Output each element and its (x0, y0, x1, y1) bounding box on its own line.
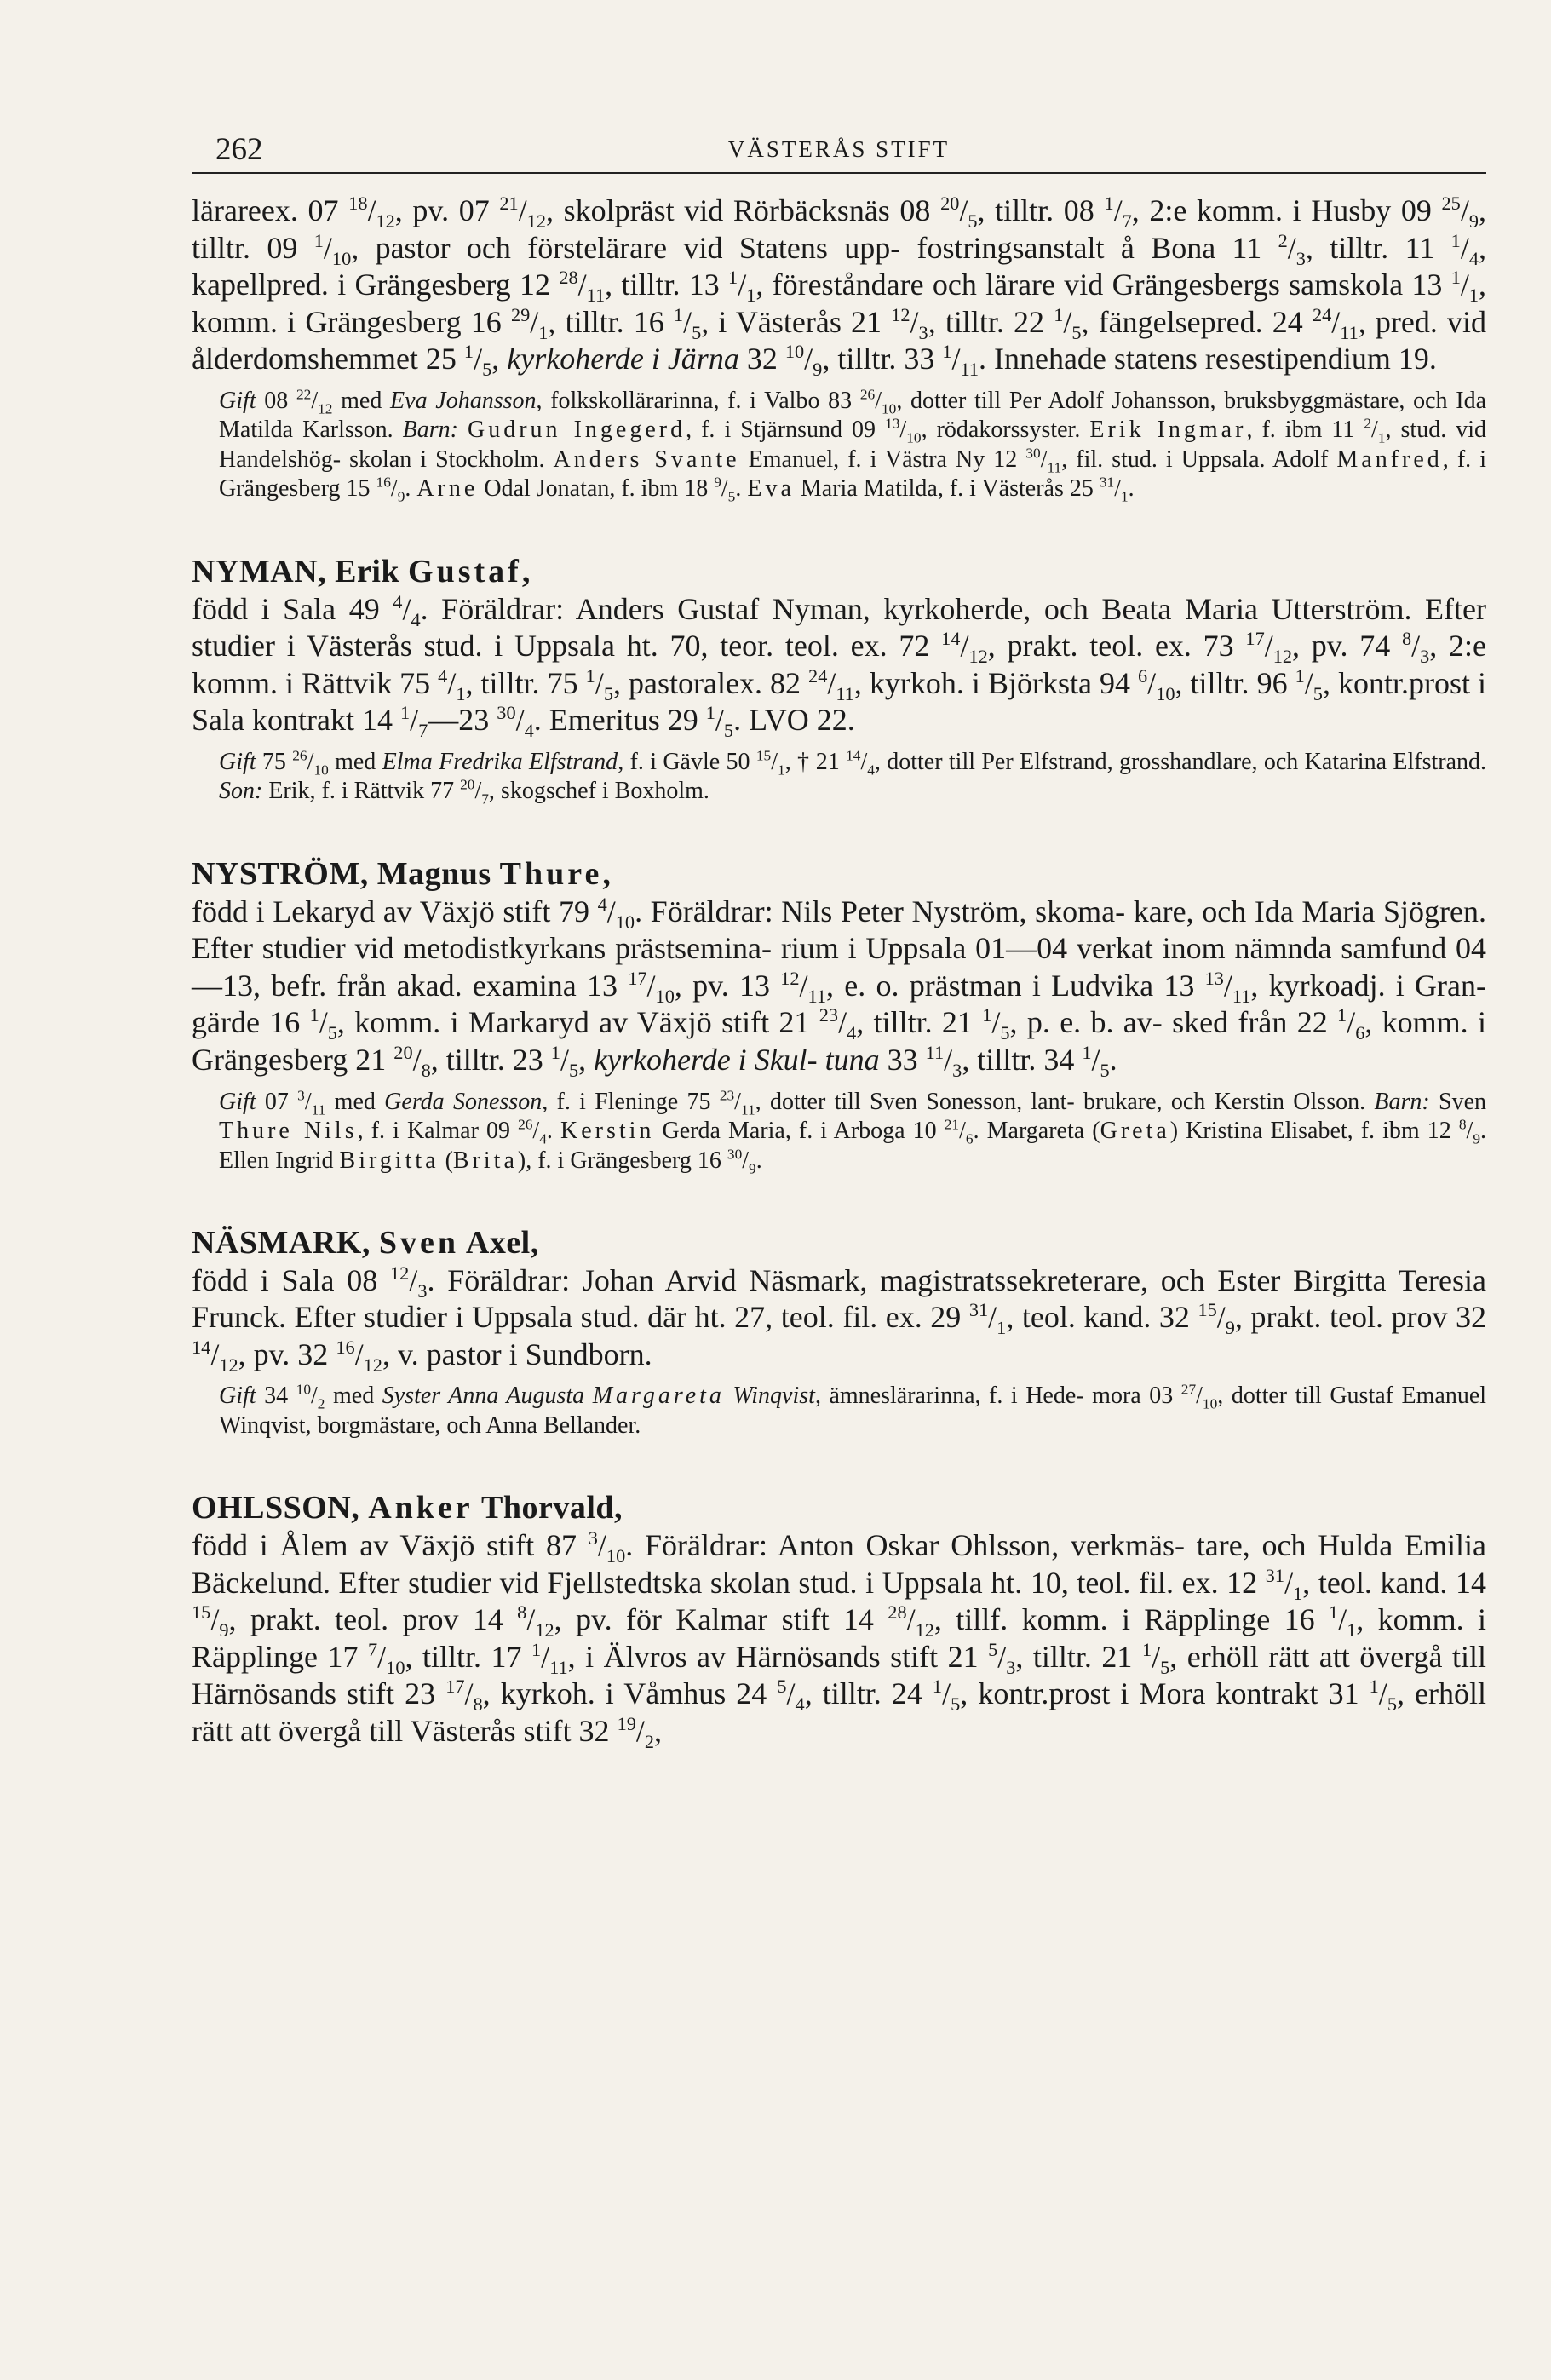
page-number: 262 (215, 132, 263, 167)
family-text: Gift 08 $^{22}/_{12}$ med Eva Johansson, folkskollärarinna, f. i Valbo 83 $^{26}/_{10}$, dotter till Per Adolf Johansson, bruksbyggmästare, och Ida Matilda Karlsson. Barn: Gudrun Ingegerd, f. i Stjärnsund 09 $^{13}/_{10}$, rödakorssyster. Erik Ingmar, f. ibm 11 $^2/_1$, stud. vid Handelshög- skolan i Stockholm. Anders Svante Emanuel, f. i Västra Ny 12 $^{30}/_{11}$, fil. stud. i Uppsala. Adolf Manfred, f. i Grängesberg 15 $^{16}/_9$. Arne Odal Jonatan, f. ibm 18 $^9/_5$. Eva Maria Matilda, f. i Västerås 25 $^{31}/_1$. (219, 386, 1486, 506)
running-head (192, 128, 1486, 174)
running-title: VÄSTERÅS STIFT (727, 136, 951, 162)
entry-name: NYSTRÖM, Magnus Thure, (192, 855, 614, 892)
entry-text: NYMAN, Erik Gustaf, född i Sala 49 $^4/_4$. Föräldrar: Anders Gustaf Nyman, kyrkoherde, och Beata Maria Utterström. Efter studier i Västerås stud. i Uppsala ht. 70, teor. teol. ex. 72 $^{14}/_{12}$, prakt. teol. ex. 73 $^{17}/_{12}$, pv. 74 $^8/_3$, 2:e komm. i Rättvik 75 $^4/_1$, tilltr. 75 $^1/_5$, pastoralex. 82 $^{24}/_{11}$, kyrkoh. i Björksta 94 $^6/_{10}$, tilltr. 96 $^1/_5$, kontr.prost i Sala kontrakt 14 $^1/_7—23$ $^{30}/_4$. Emeritus 29 $^1/_5$. LVO 22. (192, 553, 1487, 742)
family-text: Gift 07 $^3/_{11}$ med Gerda Sonesson, f. i Fleninge 75 $^{23}/_{11}$, dotter till Sven Sonesson, lant- brukare, och Kerstin Olsson. Barn: Sven Thure Nils, f. i Kalmar 09 $^{26}/_4$. Kerstin Gerda Maria, f. i Arboga 10 $^{21}/_6$. Margareta (Greta) Kristina Elisabet, f. ibm 12 $^8/_9$. Ellen Ingrid Birgitta (Brita), f. i Grängesberg 16 $^{30}/_9$. (219, 1087, 1487, 1177)
entry-name: NYMAN, Erik Gustaf, (192, 553, 534, 589)
entry-name: OHLSSON, Anker Thorvald, (192, 1490, 623, 1526)
entry-nyman (192, 554, 1486, 807)
entry-nystrom (192, 856, 1486, 1176)
entry-continued (192, 193, 1486, 504)
entry-name: NÄSMARK, Sven Axel, (192, 1225, 539, 1261)
entry-text: lärareex. 07 $^{18}/_{12}$, pv. 07 $^{21}/_{12}$, skolpräst vid Rörbäcksnäs 08 $^{20}/_5$, tilltr. 08 $^1/_7$, 2:e komm. i Husby 09 $^{25}/_9$, tilltr. 09 $^1/_{10}$, pastor och förstelärare vid Statens upp- fostringsanstalt å Bona 11 $^2/_3$, tilltr. 11 $^1/_4$, kapellpred. i Grängesberg 12 $^{28}/_{11}$, tilltr. 13 $^1/_1$, föreståndare och lärare vid Grängesbergs samskola 13 $^1/_1$, komm. i Grängesberg 16 $^{29}/_1$, tilltr. 16 $^1/_5$, i Västerås 21 $^{12}/_3$, tilltr. 22 $^1/_5$, fängelsepred. 24 $^{24}/_{11}$, pred. vid ålderdomshemmet 25 $^1/_5$, kyrkoherde i Järna 32 $^{10}/_9$, tilltr. 33 $^1/_{11}$. Innehade statens resestipendium 19. (192, 193, 1487, 381)
entry-text: OHLSSON, Anker Thorvald, född i Ålem av Växjö stift 87 $^3/_{10}$. Föräldrar: Anton Oskar Ohlsson, verkmäs- tare, och Hulda Emilia Bäckelund. Efter studier vid Fjellstedtska skolan stud. i Uppsala ht. 10, teol. fil. ex. 12 $^{31}/_1$, teol. kand. 14 $^{15}/_9$, prakt. teol. prov 14 $^8/_{12}$, pv. för Kalmar stift 14 $^{28}/_{12}$, tillf. komm. i Räpplinge 16 $^1/_1$, komm. i Räpplinge 17 $^7/_{10}$, tilltr. 17 $^1/_{11}$, i Älvros av Härnösands stift 21 $^5/_3$, tilltr. 21 $^1/_5$, erhöll rätt att övergå till Härnösands stift 23 $^{17}/_8$, kyrkoh. i Våmhus 24 $^5/_4$, tilltr. 24 $^1/_5$, kontr.prost i Mora kontrakt 31 $^1/_5$, erhöll rätt att övergå till Västerås stift 32 $^{19}/_2$, (192, 1490, 1487, 1753)
page (192, 128, 1486, 1751)
entry-ohlsson (192, 1490, 1487, 1753)
family-text: Gift 34 $^{10}/_2$ med Syster Anna Augusta Margareta Winqvist, ämneslärarinna, f. i Hede- mora 03 $^{27}/_{10}$, dotter till Gustaf Emanuel Winqvist, borgmästare, och Anna Bellander. (219, 1382, 1487, 1439)
family-text: Gift 75 $^{26}/_{10}$ med Elma Fredrika Elfstrand, f. i Gävle 50 $^{15}/_1$, † 21 $^{14}/_4$, dotter till Per Elfstrand, grosshandlare, och Katarina Elfstrand. Son: Erik, f. i Rättvik 77 $^{20}/_7$, skogschef i Boxholm. (219, 747, 1486, 808)
entry-nasmark (192, 1225, 1486, 1440)
entry-text: NYSTRÖM, Magnus Thure, född i Lekaryd av Växjö stift 79 $^4/_{10}$. Föräldrar: Nils Peter Nyström, skoma- kare, och Ida Maria Sjögren. Efter studier vid metodistkyrkans prästsemina- rium i Uppsala 01—04 verkat inom nämnda samfund 04—13, befr. från akad. examina 13 $^{17}/_{10}$, pv. 13 $^{12}/_{11}$, e. o. prästman i Ludvika 13 $^{13}/_{11}$, kyrkoadj. i Gran- gärde 16 $^1/_5$, komm. i Markaryd av Växjö stift 21 $^{23}/_4$, tilltr. 21 $^1/_5$, p. e. b. av- sked från 22 $^1/_6$, komm. i Grängesberg 21 $^{20}/_8$, tilltr. 23 $^1/_5$, kyrkoherde i Skul- tuna 33 $^{11}/_3$, tilltr. 34 $^1/_5$. (192, 855, 1486, 1082)
entry-text: NÄSMARK, Sven Axel, född i Sala 08 $^{12}/_3$. Föräldrar: Johan Arvid Näsmark, magistratssekreterare, och Ester Birgitta Teresia Frunck. Efter studier i Uppsala stud. där ht. 27, teol. fil. ex. 29 $^{31}/_1$, teol. kand. 32 $^{15}/_9$, prakt. teol. prov 32 $^{14}/_{12}$, pv. 32 $^{16}/_{12}$, v. pastor i Sundborn. (192, 1225, 1487, 1376)
